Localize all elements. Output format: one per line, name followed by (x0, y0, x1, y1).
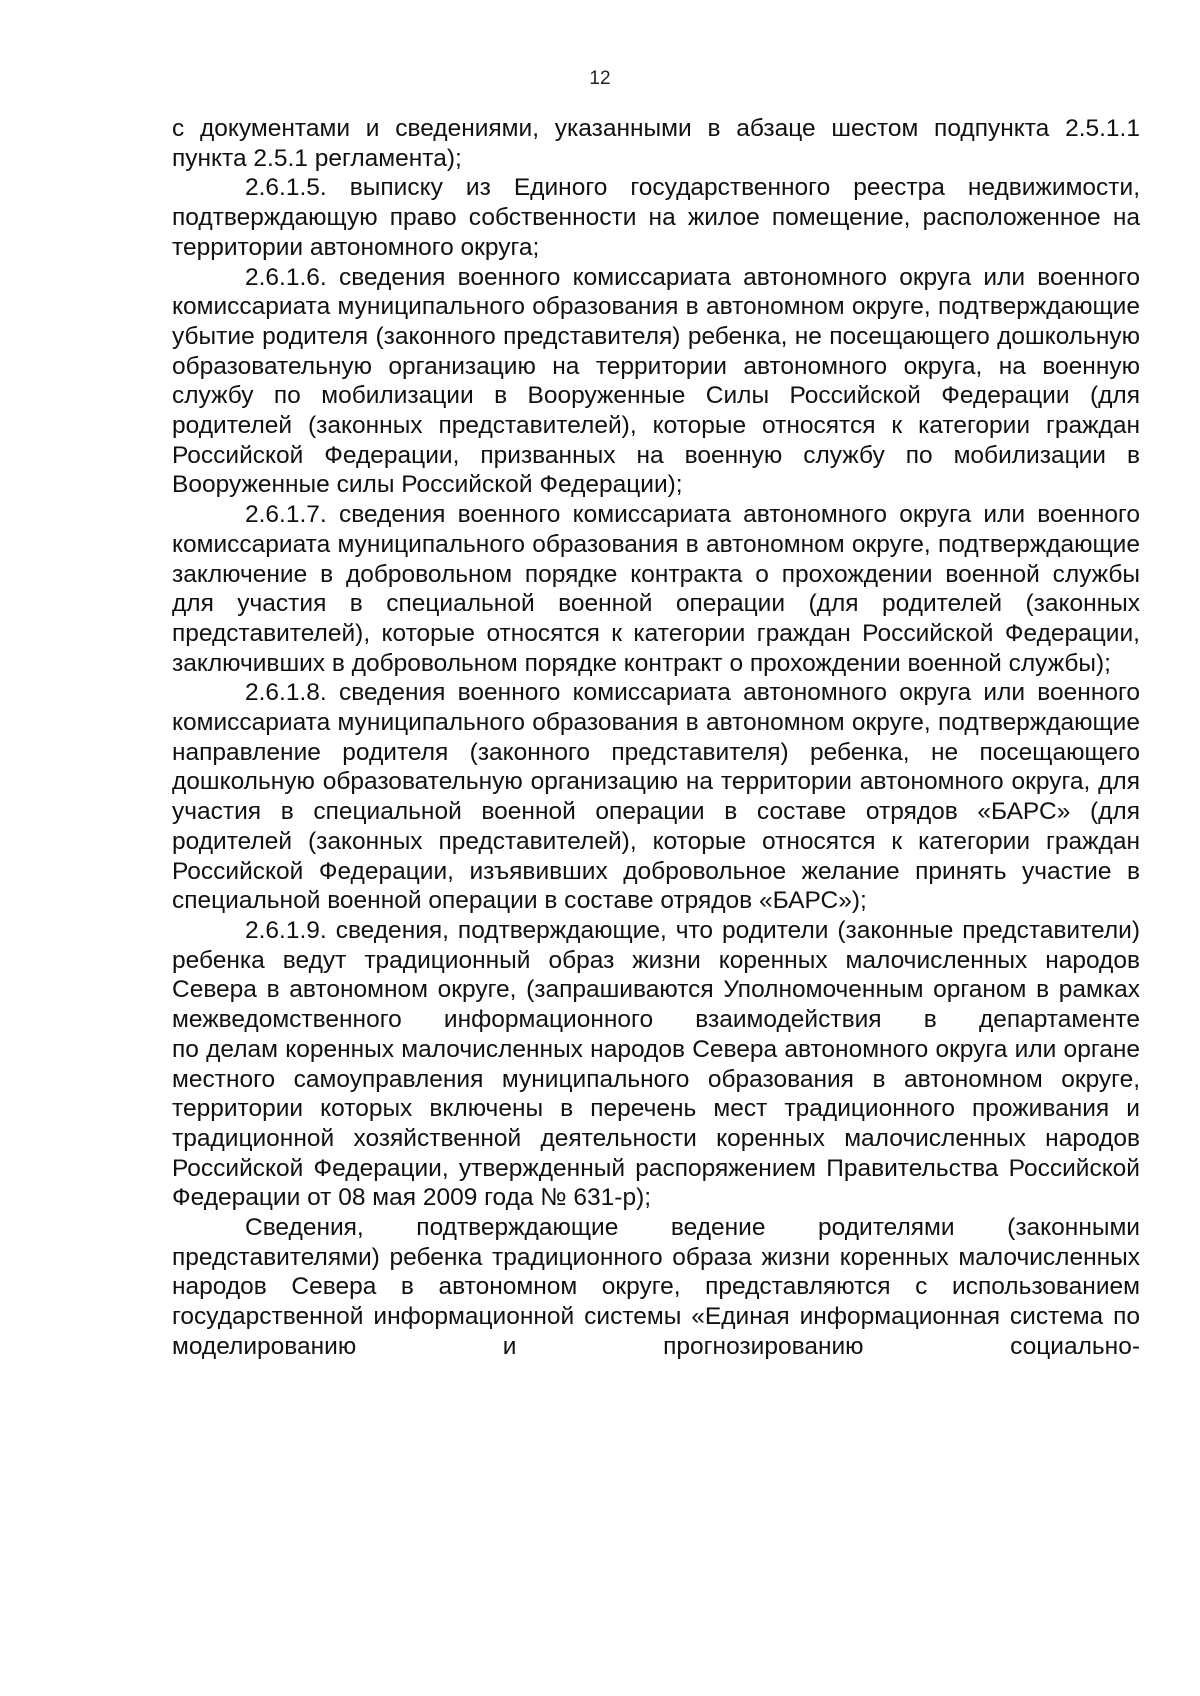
document-body (172, 114, 1140, 1362)
paragraph-2-6-1-8: 2.6.1.8. сведения военного комиссариата автономного округа или военного комиссариата муниципального образования в автономном округе, подтверждающие направление родителя (законного представителя) ребенка, не посещающего дошкольную образовательную организацию на территории автономного округа, для участия в специальной военной операции в составе отрядов «БАРС» (для родителей (законных представителей), которые относятся к категории граждан Российской Федерации, изъявивших добровольное желание принять участие в специальной военной операции в составе отрядов «БАРС»); (172, 679, 1140, 915)
paragraph-2-6-1-9: 2.6.1.9. сведения, подтверждающие, что родители (законные представители) ребенка ведут традиционный образ жизни коренных малочисленных народов Севера в автономном округе, (запрашиваются Уполномоченным органом в рамках межведомственного информационного взаимодействия в департаменте (172, 916, 1140, 1034)
paragraph-2-6-1-7: 2.6.1.7. сведения военного комиссариата автономного округа или военного комиссариата муниципального образования в автономном округе, подтверждающие заключение в добровольном порядке контракта о прохождении военной службы для участия в специальной военной операции (для родителей (законных представителей), которые относятся к категории граждан Российской Федерации, заключивших в добровольном порядке контракт о прохождении военной службы); (172, 501, 1140, 677)
paragraph-traditional-lifestyle-info: Сведения, подтверждающие ведение родителями (законными представителями) ребенка традиционного образа жизни коренных малочисленных народов Севера в автономном округе, представляются с использованием государственной информационной системы «Единая информационная система по моделированию и прогнозированию социально- (172, 1214, 1140, 1360)
paragraph-2-6-1-5: 2.6.1.5. выписку из Единого государственного реестра недвижимости, подтверждающую право собственности на жилое помещение, расположенное на территории автономного округа; (172, 174, 1140, 261)
paragraph-2-6-1-9-continued: по делам коренных малочисленных народов Севера автономного округа или органе местного самоуправления муниципального образования в автономном округе, территории которых включены в перечень мест традиционного проживания и традиционной хозяйственной деятельности коренных малочисленных народов Российской Федерации, утвержденный распоряжением Правительства Российской Федерации от 08 мая 2009 года № 631-р); (172, 1035, 1140, 1212)
paragraph-continuation: с документами и сведениями, указанными в абзаце шестом подпункта 2.5.1.1 пункта 2.5.1 регламента); (172, 115, 1140, 172)
page-number: 12 (589, 68, 611, 89)
paragraph-2-6-1-6: 2.6.1.6. сведения военного комиссариата автономного округа или военного комиссариата муниципального образования в автономном округе, подтверждающие убытие родителя (законного представителя) ребенка, не посещающего дошкольную образовательную организацию на территории автономного округа, на военную службу по мобилизации в Вооруженные Силы Российской Федерации (для родителей (законных представителей), которые относятся к категории граждан Российской Федерации, призванных на военную службу по мобилизации в Вооруженные силы Российской Федерации); (172, 263, 1140, 499)
